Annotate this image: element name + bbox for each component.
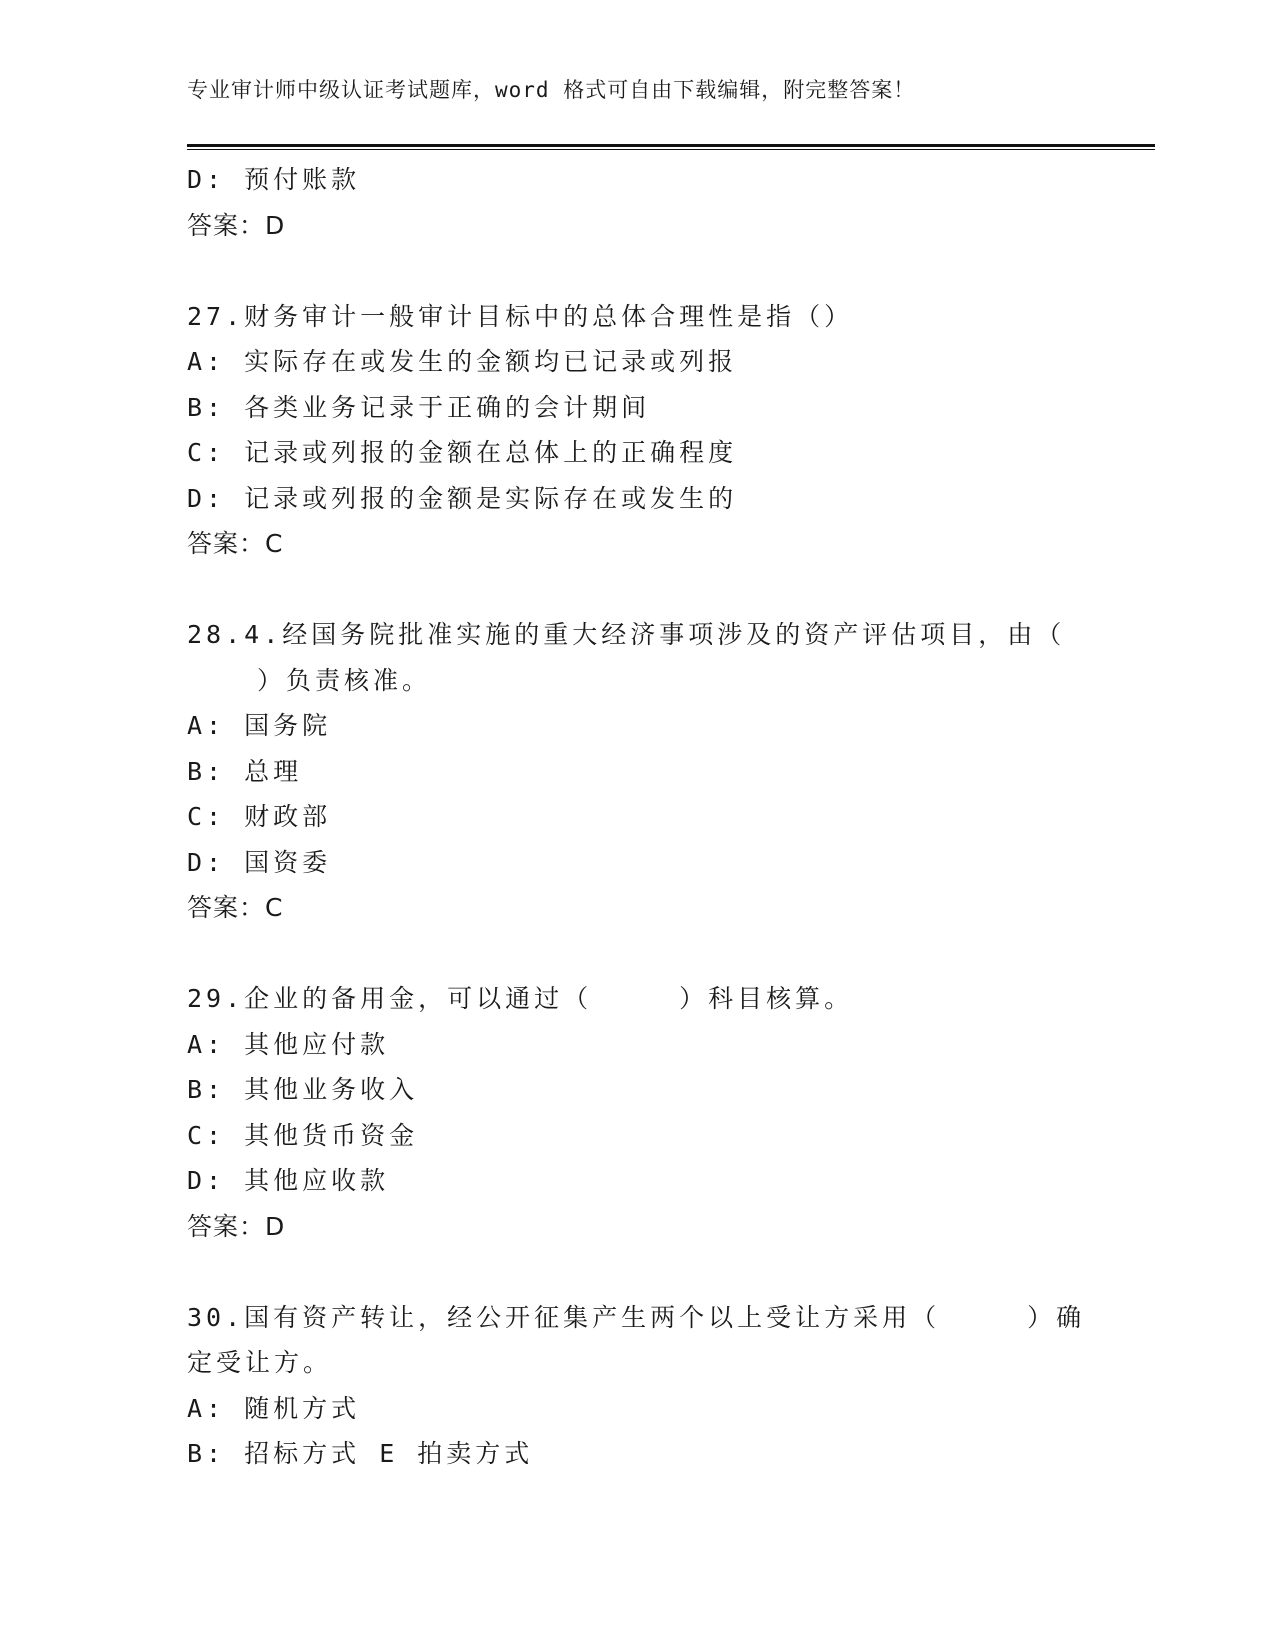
option-b: B: 其他业务收入 <box>187 1075 419 1104</box>
question-28-text-cont: ）负责核准。 <box>257 665 432 695</box>
header-rule-thin <box>187 149 1155 150</box>
option-c: C: 财政部 <box>187 802 332 831</box>
spacer <box>187 248 1087 294</box>
page-header: 专业审计师中级认证考试题库，word 格式可自由下载编辑，附完整答案！ <box>187 78 916 102</box>
question-27-text: 27.财务审计一般审计目标中的总体合理性是指（） <box>187 301 854 331</box>
spacer <box>187 1249 1087 1295</box>
answer-line: 答案：D <box>187 210 286 240</box>
spacer <box>187 931 1087 977</box>
option-a: A: 国务院 <box>187 711 332 740</box>
answer-line: 答案：C <box>187 529 284 558</box>
question-30-text-cont: 定受让方。 <box>187 1348 333 1377</box>
question-29-text: 29.企业的备用金，可以通过（ ）科目核算。 <box>187 984 854 1013</box>
question-28-text: 28.4.经国务院批准实施的重大经济事项涉及的资产评估项目，由（ <box>187 620 1066 649</box>
option-a: A: 实际存在或发生的金额均已记录或列报 <box>187 347 738 376</box>
option-b: B: 各类业务记录于正确的会计期间 <box>187 392 651 422</box>
spacer <box>187 567 1087 613</box>
option-d: D: 记录或列报的金额是实际存在或发生的 <box>187 483 738 513</box>
option-b: B: 招标方式 E 拍卖方式 <box>187 1439 534 1468</box>
header-rule-thick <box>187 144 1155 147</box>
option-a: A: 随机方式 <box>187 1393 361 1423</box>
option-c: C: 记录或列报的金额在总体上的正确程度 <box>187 438 738 467</box>
option-d: D: 预付账款 <box>187 165 361 194</box>
answer-line: 答案：D <box>187 1211 286 1241</box>
answer-line: 答案：C <box>187 893 284 922</box>
option-c: C: 其他货币资金 <box>187 1120 419 1150</box>
option-d: D: 其他应收款 <box>187 1166 390 1195</box>
option-b: B: 总理 <box>187 756 303 786</box>
option-a: A: 其他应付款 <box>187 1029 390 1059</box>
question-content <box>187 157 1087 1477</box>
option-d: D: 国资委 <box>187 847 332 877</box>
question-30-text: 30.国有资产转让，经公开征集产生两个以上受让方采用（ ）确 <box>187 1302 1086 1332</box>
